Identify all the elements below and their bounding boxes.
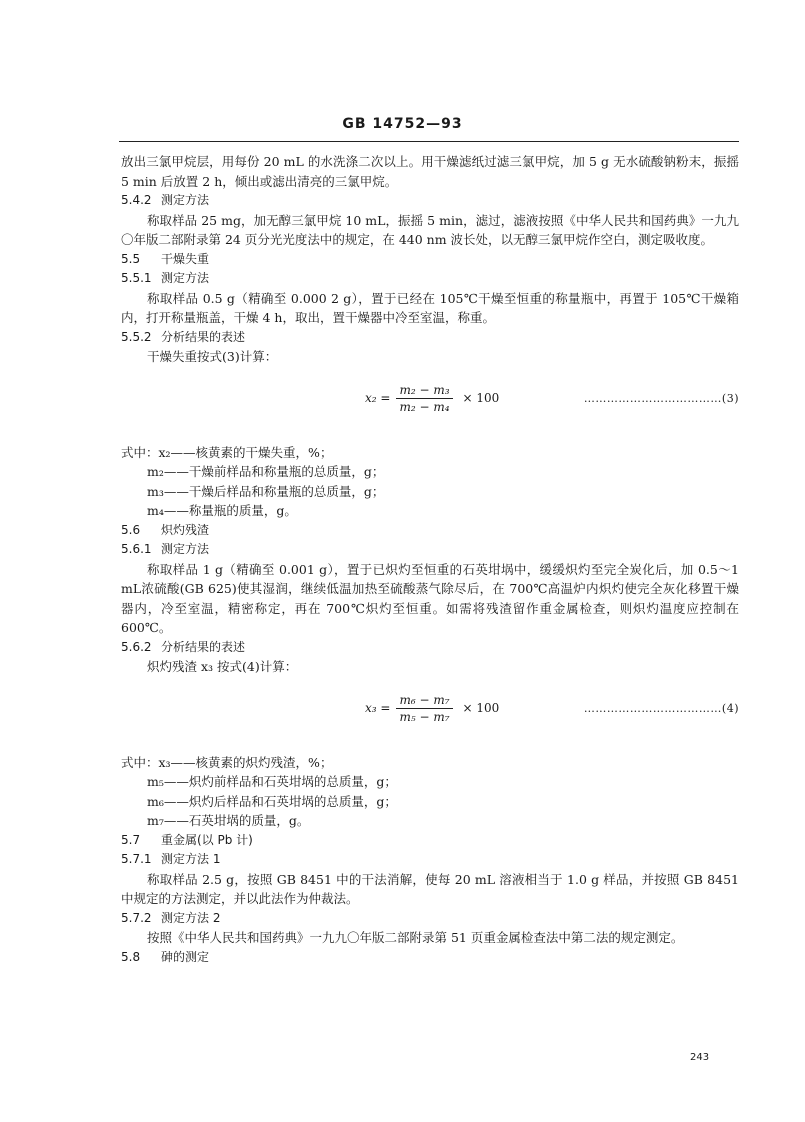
section-5-7-2 (121, 909, 739, 929)
section-title: 测定方法 (161, 193, 210, 207)
section-number: 5.6.2 (121, 639, 152, 654)
section-number: 5.5.1 (121, 271, 152, 285)
section-5-5 (121, 250, 739, 270)
section-number: 5.7 (121, 832, 141, 847)
standard-code-header: GB 14752—93 (342, 116, 463, 132)
paragraph-formula3-intro: 干燥失重按式(3)计算： (147, 349, 278, 364)
section-title: 炽灼残渣 (161, 522, 210, 537)
section-number: 5.7.2 (121, 910, 152, 925)
variable-definition: m₄——称量瓶的质量，g。 (147, 503, 297, 518)
variable-definition: m₇——石英坩埚的质量，g。 (147, 813, 310, 828)
variable-definition: m₂——干燥前样品和称量瓶的总质量，g； (147, 464, 385, 479)
section-number: 5.6.1 (121, 542, 152, 556)
section-number: 5.6 (121, 522, 141, 537)
section-5-6-2 (121, 638, 739, 658)
section-title: 干燥失重 (161, 251, 210, 266)
variable-definition: 式中：x₂——核黄素的干燥失重，%； (121, 444, 333, 460)
section-number: 5.7.1 (121, 852, 152, 866)
section-title: 分析结果的表述 (161, 329, 246, 344)
section-title: 测定方法 (161, 542, 210, 556)
formula-4 (121, 687, 739, 739)
formula-3 (121, 377, 739, 429)
formula-lhs: x₂ = (365, 390, 391, 405)
formula-numerator: m₆ − m₇ (396, 692, 452, 709)
paragraph-chloroform: 放出三氯甲烷层，用每份 20 mL 的水洗涤二次以上。用干燥滤纸过滤三氯甲烷，加 5 g 无水硫酸钠粉末，振摇 5 min 后放置 2 h，倾出或滤出清亮的三氯甲烷。 (121, 154, 739, 189)
section-5-6-1 (121, 540, 739, 560)
section-number: 5.4.2 (121, 193, 152, 207)
section-number: 5.5.2 (121, 329, 152, 344)
formula-fraction (396, 692, 452, 725)
formula-factor: × 100 (462, 390, 500, 405)
section-5-4-2 (121, 191, 739, 211)
formula-numerator: m₂ − m₃ (396, 382, 452, 399)
section-number: 5.5 (121, 251, 141, 266)
paragraph-heavy-metal-2: 按照《中华人民共和国药典》一九九〇年版二部附录第 51 页重金属检查法中第二法的规定测定。 (147, 930, 684, 945)
section-5-7 (121, 831, 739, 851)
formula-factor: × 100 (462, 700, 500, 715)
formula-fraction (396, 382, 452, 415)
section-number: 5.8 (121, 949, 141, 964)
document-body (121, 152, 739, 967)
paragraph-ignition: 称取样品 1 g（精确至 0.001 g），置于已炽灼至恒重的石英坩埚中，缓缓炽灼至完全炭化后，加 0.5～1 mL浓硫酸(GB 625)使其湿润，继续低温加热至硫酸蒸气除尽后，在 700℃高温炉内炽灼使完全灰化移置干燥器内，冷至室温，精密称定，再在 700℃炽灼至恒重。如需将残渣留作重金属检查，则炽灼温度应控制在 600℃。 (121, 561, 739, 635)
section-title: 测定方法 1 (161, 852, 221, 866)
formula-denominator: m₂ − m₄ (399, 400, 450, 414)
paragraph-absorbance: 称取样品 25 mg，加无醇三氯甲烷 10 mL，振摇 5 min，滤过，滤液按照《中华人民共和国药典》一九九〇年版二部附录第 24 页分光光度法中的规定，在 440 nm 波长处，以无醇三氯甲烷作空白，测定吸收度。 (121, 212, 739, 247)
equation-number: ………………………………(4) (583, 701, 739, 715)
formula-lhs: x₃ = (365, 700, 391, 715)
section-title: 砷的测定 (161, 949, 210, 964)
equation-number: ………………………………(3) (583, 391, 739, 405)
variable-definition: m₆——炽灼后样品和石英坩埚的总质量，g； (147, 793, 397, 809)
page-number: 243 (690, 1052, 710, 1063)
section-title: 重金属(以 Pb 计) (161, 832, 253, 847)
section-5-7-1 (121, 850, 739, 870)
variable-definition: 式中：x₃——核黄素的炽灼残渣，%； (121, 754, 333, 770)
section-5-8 (121, 948, 739, 968)
header-rule (119, 141, 739, 142)
paragraph-heavy-metal-1: 称取样品 2.5 g，按照 GB 8451 中的干法消解，使每 20 mL 溶液相当于 1.0 g 样品，并按照 GB 8451 中规定的方法测定，并以此法作为仲裁法。 (121, 871, 739, 906)
formula-denominator: m₅ − m₇ (399, 710, 450, 724)
section-5-5-2 (121, 328, 739, 348)
variable-definition: m₅——炽灼前样品和石英坩埚的总质量，g； (147, 774, 397, 789)
variable-definition: m₃——干燥后样品和称量瓶的总质量，g； (147, 483, 385, 499)
paragraph-formula4-intro: 炽灼残渣 x₃ 按式(4)计算： (147, 659, 298, 674)
paragraph-drying: 称取样品 0.5 g（精确至 0.000 2 g），置于已经在 105℃干燥至恒重的称量瓶中，再置于 105℃干燥箱内，打开称量瓶盖，干燥 4 h，取出，置干燥器中冷至室温，称重。 (121, 290, 739, 325)
section-title: 测定方法 2 (161, 910, 221, 925)
section-5-6 (121, 521, 739, 541)
section-5-5-1 (121, 269, 739, 289)
section-title: 分析结果的表述 (161, 639, 246, 654)
section-title: 测定方法 (161, 271, 210, 285)
